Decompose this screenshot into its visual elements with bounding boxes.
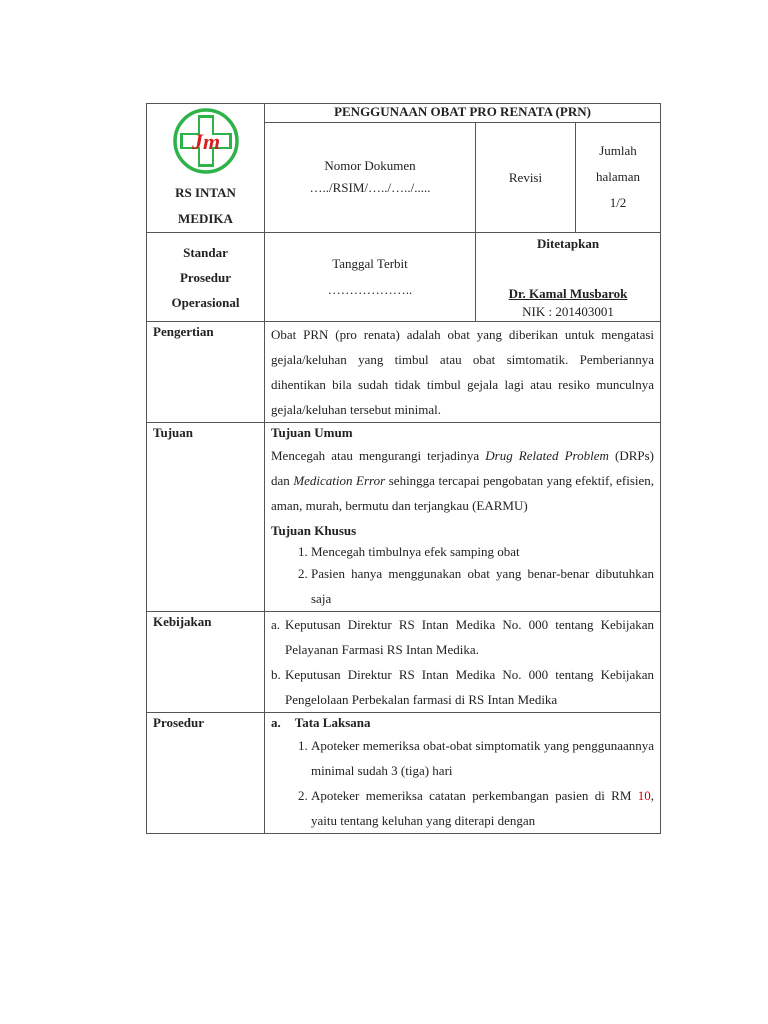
tujuan-umum-text: Mencegah atau mengurangi terjadinya Drug Related Problem (DRPs) dan Medication Error sehingga tercapai pengobatan yang efektif, efisien, aman, murah, bermutu dan terjangkau (EARMU) xyxy=(271,448,655,513)
sop-label-1: Standar xyxy=(183,244,228,260)
sop-label-3: Operasional xyxy=(171,294,240,310)
kebijakan-cell xyxy=(265,612,661,713)
tujuan-khusus-title: Tujuan Khusus xyxy=(271,523,357,538)
document-number-label: Nomor Dokumen xyxy=(324,158,416,174)
sop-label-cell xyxy=(147,233,265,322)
rm-number-highlight: 10 xyxy=(637,788,651,803)
prosedur-list xyxy=(271,733,654,833)
tujuan-cell xyxy=(265,423,661,612)
page-count-value: 1/2 xyxy=(609,195,627,211)
sop-label-2: Prosedur xyxy=(179,269,232,285)
list-item: 1. Apoteker memeriksa obat-obat simptomatik yang penggunaannya minimal sudah 3 (tiga) hari xyxy=(311,733,654,783)
list-item: 2. Pasien hanya menggunakan obat yang benar-benar dibutuhkan saja xyxy=(311,561,654,611)
document-title: PENGGUNAAN OBAT PRO RENATA (PRN) xyxy=(265,104,661,123)
issue-date-cell xyxy=(265,233,476,322)
kebijakan-list xyxy=(271,612,654,712)
issue-date-value: ……………….. xyxy=(327,282,413,297)
issue-date-label: Tanggal Terbit xyxy=(332,256,408,271)
list-item: a. Keputusan Direktur RS Intan Medika No. 000 tentang Kebijakan Pelayanan Farmasi RS Intan Medika. xyxy=(271,617,655,657)
prosedur-cell xyxy=(265,713,661,834)
sop-table xyxy=(146,103,661,834)
pengertian-label: Pengertian xyxy=(147,322,265,423)
signer-nik: NIK : 201403001 xyxy=(522,304,614,319)
kebijakan-label: Kebijakan xyxy=(147,612,265,713)
document-number-value: …../RSIM/…../…../..... xyxy=(309,180,431,196)
tujuan-label: Tujuan xyxy=(147,423,265,612)
approval-cell xyxy=(476,233,661,322)
hospital-logo-icon xyxy=(171,106,241,176)
page-count-label-2: halaman xyxy=(595,169,641,185)
hospital-identity-cell xyxy=(147,104,265,233)
document-number-cell xyxy=(265,122,476,232)
tujuan-khusus-list xyxy=(271,543,654,611)
list-item: 1. Mencegah timbulnya efek samping obat xyxy=(311,543,654,561)
revision-label: Revisi xyxy=(476,122,576,232)
page-count-label-1: Jumlah xyxy=(599,143,637,159)
signer-name: Dr. Kamal Musbarok xyxy=(508,286,628,301)
hospital-name: RS INTAN MEDIKA xyxy=(175,185,236,226)
tujuan-umum-title: Tujuan Umum xyxy=(271,425,353,440)
prosedur-label: Prosedur xyxy=(147,713,265,834)
logo-monogram: Jm xyxy=(191,129,220,154)
list-item: 2. Apoteker memeriksa catatan perkembangan pasien di RM 10, yaitu tentang keluhan yang diterapi dengan xyxy=(311,783,654,833)
sop-document xyxy=(146,103,660,834)
approval-label: Ditetapkan xyxy=(536,236,600,251)
page-count-cell xyxy=(576,122,661,232)
list-item: b. Keputusan Direktur RS Intan Medika No. 000 tentang Kebijakan Pengelolaan Perbekalan farmasi di RS Intan Medika xyxy=(271,667,655,707)
prosedur-subtitle: a. Tata Laksana xyxy=(271,715,371,730)
pengertian-text: Obat PRN (pro renata) adalah obat yang diberikan untuk mengatasi gejala/keluhan yang timbul atau obat simtomatik. Pemberiannya dihentikan bila sudah tidak timbul gejala lagi atau resiko munculnya gejala/keluhan tersebut minimal. xyxy=(265,322,661,423)
